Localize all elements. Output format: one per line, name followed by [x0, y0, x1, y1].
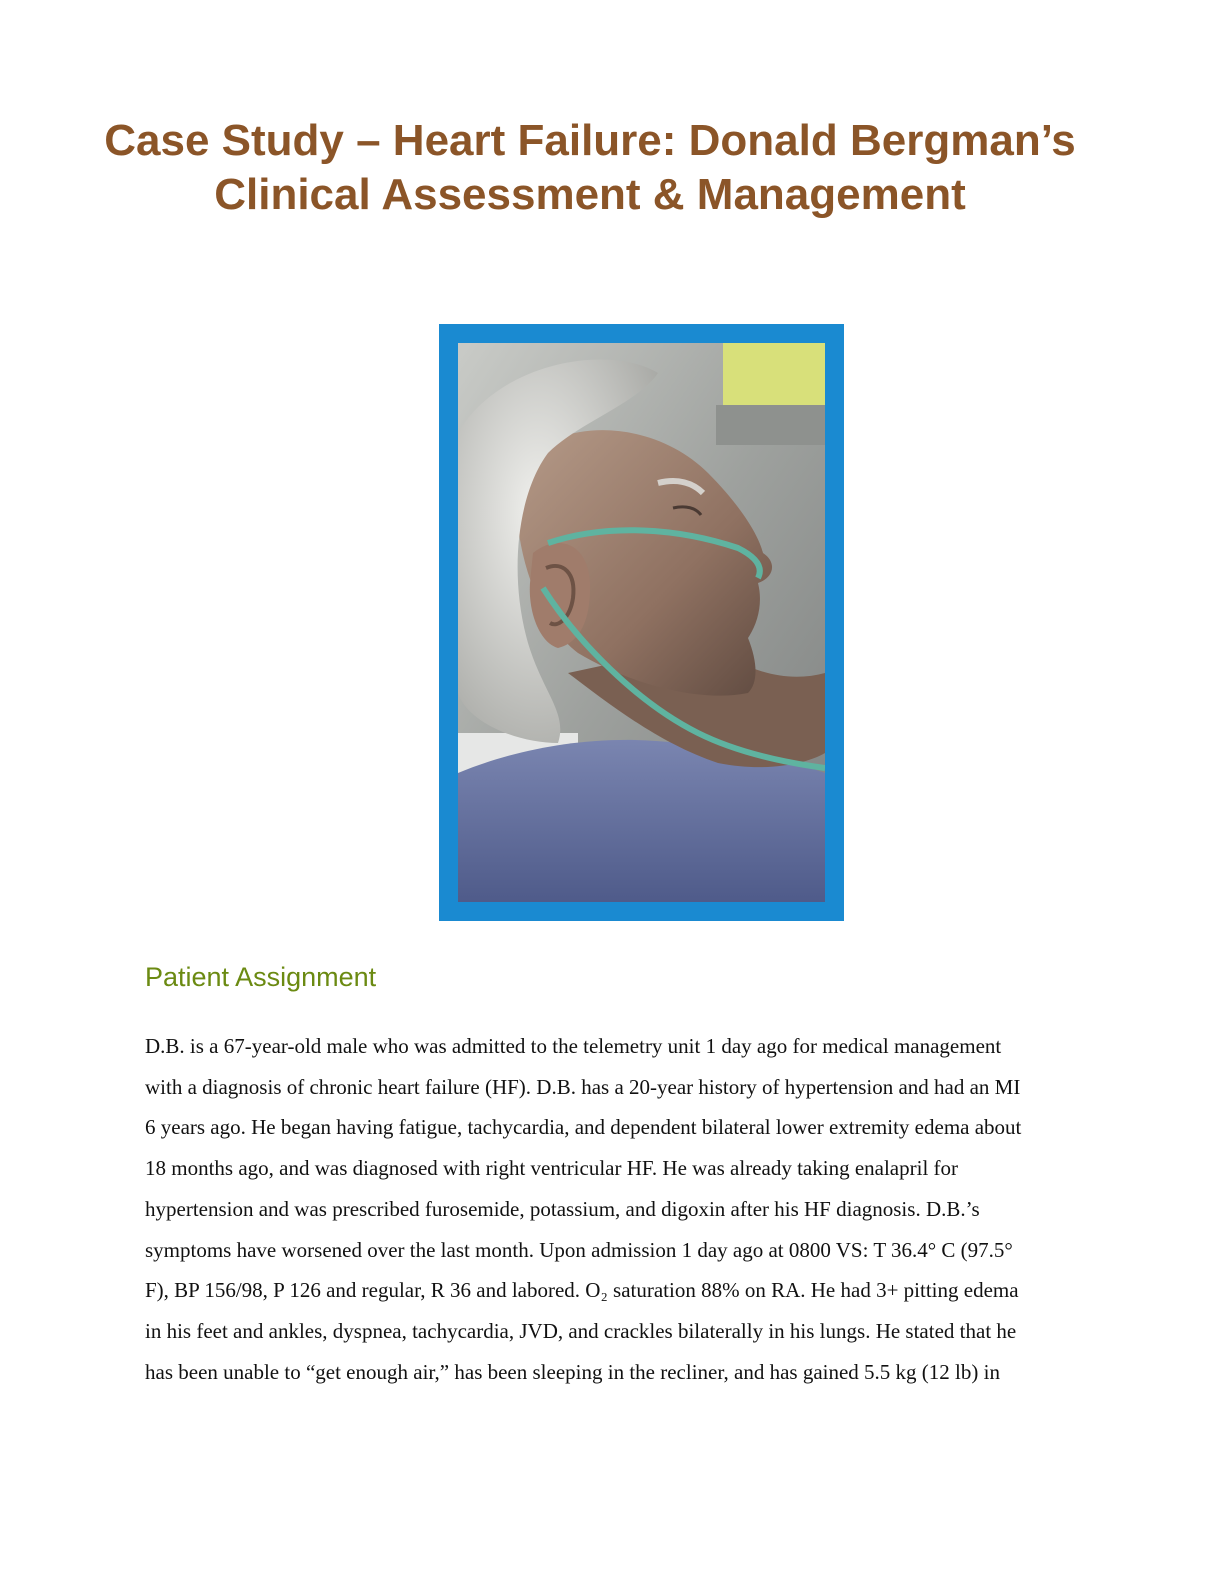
- section-heading: Patient Assignment: [145, 962, 377, 992]
- document-title: [0, 114, 1180, 222]
- paragraph-line: F), BP 156/98, P 126 and regular, R 36 and labored. O₂ saturation 88% on RA. He had 3+ pitting edema: [145, 1278, 1019, 1303]
- paragraph-line: 6 years ago. He began having fatigue, tachycardia, and dependent bilateral lower extremity edema about: [145, 1115, 1022, 1140]
- paragraph-line: with a diagnosis of chronic heart failure (HF). D.B. has a 20-year history of hypertension and had an MI: [145, 1074, 1021, 1099]
- paragraph-line: symptoms have worsened over the last month. Upon admission 1 day ago at 0800 VS: T 36.4° C (97.5°: [145, 1237, 1013, 1262]
- paragraph-line: in his feet and ankles, dyspnea, tachycardia, JVD, and crackles bilaterally in his lungs. He stated that he: [145, 1318, 1017, 1343]
- title-line-2: Clinical Assessment & Management: [214, 170, 966, 219]
- patient-photo: [458, 343, 825, 902]
- patient-assignment-paragraph: [145, 1026, 1135, 1392]
- patient-photo-frame: [439, 324, 844, 921]
- paragraph-line: 18 months ago, and was diagnosed with right ventricular HF. He was already taking enalapril for: [145, 1156, 959, 1181]
- paragraph-line: has been unable to “get enough air,” has been sleeping in the recliner, and has gained 5.5 kg (12 lb) in: [145, 1359, 1000, 1384]
- paragraph-line: D.B. is a 67-year-old male who was admitted to the telemetry unit 1 day ago for medical management: [145, 1034, 1002, 1058]
- paragraph-line: hypertension and was prescribed furosemide, potassium, and digoxin after his HF diagnosis. D.B.’s: [145, 1196, 980, 1221]
- title-line-1: Case Study – Heart Failure: Donald Bergman’s: [104, 116, 1076, 165]
